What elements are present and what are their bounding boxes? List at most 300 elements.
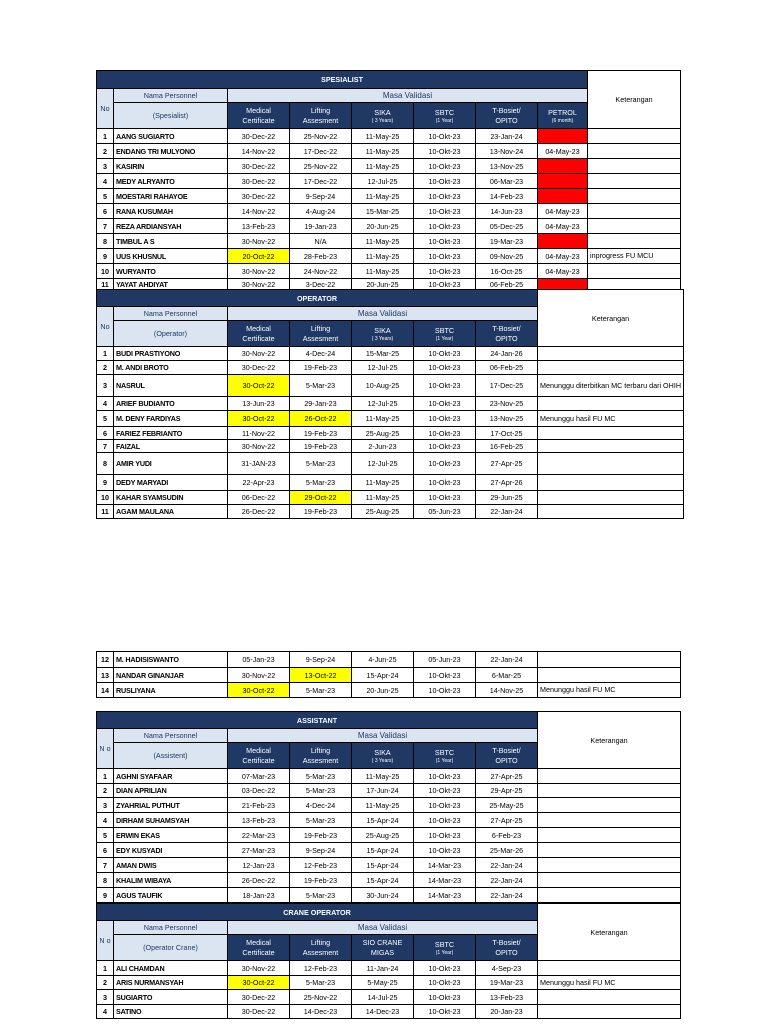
col-opito: T-Bosiet/ OPITO (476, 103, 538, 129)
keterangan-cell: Menunggu hasil FU MC (538, 683, 681, 698)
keterangan-cell (538, 652, 681, 668)
medical-certificate-date: 30-Dec-22 (228, 159, 290, 174)
opito-date: 06-Feb-25 (476, 279, 538, 290)
section-title: OPERATOR (97, 290, 538, 307)
table-row (97, 234, 681, 249)
sika-date: 25-Aug-25 (352, 828, 414, 843)
sika-date: 11-May-25 (352, 234, 414, 249)
petrol-date: 04-May-23 (538, 219, 588, 234)
lifting-assesment-date: 9-Sep-24 (290, 189, 352, 204)
keterangan-cell (538, 397, 684, 411)
sbtc-date: 10-Okt-23 (414, 813, 476, 828)
sika-date: 15-Mar-25 (352, 347, 414, 361)
row-number: 2 (97, 784, 114, 798)
sika-date: 11-May-25 (352, 129, 414, 144)
keterangan-cell: inprogress FU MCU (588, 249, 681, 264)
medical-certificate-date: 30-Nov-22 (228, 279, 290, 290)
medical-certificate-date: 30-Nov-22 (228, 961, 290, 976)
sbtc-date: 10-Okt-23 (414, 347, 476, 361)
keterangan-cell (538, 813, 681, 828)
opito-date: 27-Apr-26 (476, 475, 538, 491)
personnel-name: AGUS TAUFIK (114, 888, 228, 903)
sbtc-date: 10-Okt-23 (414, 1005, 476, 1019)
medical-certificate-date: 11-Nov-22 (228, 427, 290, 440)
sika-date: 25-Aug-25 (352, 427, 414, 440)
sbtc-date: 10-Okt-23 (414, 683, 476, 698)
opito-date: 16-Feb-25 (476, 440, 538, 453)
medical-certificate-date: 13-Jun-23 (228, 397, 290, 411)
opito-date: 16-Oct-25 (476, 264, 538, 279)
personnel-name: DIRHAM SUHAMSYAH (114, 813, 228, 828)
opito-date: 17-Dec-25 (476, 375, 538, 397)
medical-certificate-date: 21-Feb-23 (228, 798, 290, 813)
row-number: 2 (97, 144, 114, 159)
medical-certificate-date: 30-Nov-22 (228, 347, 290, 361)
col-opito: T-Bosiet/ OPITO (476, 935, 538, 961)
sbtc-date: 10-Okt-23 (414, 361, 476, 375)
lifting-assesment-date: 25-Nov-22 (290, 159, 352, 174)
lifting-assesment-date: 5-Mar-23 (290, 375, 352, 397)
sika-date: 25-Aug-25 (352, 505, 414, 519)
opito-date: 13-Nov-25 (476, 411, 538, 427)
table-row (97, 784, 681, 798)
lifting-assesment-date: 5-Mar-23 (290, 784, 352, 798)
lifting-assesment-date: 9-Sep-24 (290, 843, 352, 858)
petrol-date (538, 159, 588, 174)
nama-header: Nama Personnel (114, 89, 228, 103)
lifting-assesment-date: 5-Mar-23 (290, 976, 352, 990)
sbtc-date: 10-Okt-23 (414, 440, 476, 453)
sbtc-date: 10-Okt-23 (414, 491, 476, 505)
row-number: 7 (97, 440, 114, 453)
opito-date: 19-Mar-23 (476, 976, 538, 990)
personnel-name: DEDY MARYADI (114, 475, 228, 491)
sika-date: 11-May-25 (352, 491, 414, 505)
medical-certificate-date: 07-Mar-23 (228, 769, 290, 784)
personnel-name: EDY KUSYADI (114, 843, 228, 858)
sbtc-date: 10-Okt-23 (414, 798, 476, 813)
keterangan-cell (538, 440, 684, 453)
personnel-name: RUSLIYANA (114, 683, 228, 698)
sika-date: 11-May-25 (352, 798, 414, 813)
nama-header: Nama Personnel (114, 307, 228, 321)
lifting-assesment-date: 19-Jan-23 (290, 219, 352, 234)
sbtc-date: 14-Mar-23 (414, 888, 476, 903)
opito-date: 13-Nov-25 (476, 159, 538, 174)
sika-date: 2-Jun-23 (352, 440, 414, 453)
keterangan-cell (588, 129, 681, 144)
opito-date: 22-Jan-24 (476, 888, 538, 903)
lifting-assesment-date: 3-Dec-22 (290, 279, 352, 290)
crane-section (96, 903, 681, 1019)
personnel-name: UUS KHUSNUL (114, 249, 228, 264)
sbtc-date: 14-Mar-23 (414, 873, 476, 888)
row-number: 2 (97, 361, 114, 375)
lifting-assesment-date: 5-Mar-23 (290, 769, 352, 784)
sika-date: 15-Apr-24 (352, 873, 414, 888)
table-row (97, 828, 681, 843)
keterangan-cell: Menunggu hasil FU MC (538, 976, 681, 990)
sbtc-date: 10-Okt-23 (414, 375, 476, 397)
medical-certificate-date: 30-Oct-22 (228, 375, 290, 397)
no-header: No (97, 307, 114, 347)
nama-subheader: (Operator) (114, 321, 228, 347)
medical-certificate-date: 18-Jan-23 (228, 888, 290, 903)
keterangan-cell (538, 453, 684, 475)
opito-date: 14-Nov-25 (476, 683, 538, 698)
table-row (97, 453, 684, 475)
table-row (97, 505, 684, 519)
medical-certificate-date: 22-Apr-23 (228, 475, 290, 491)
row-number: 13 (97, 668, 114, 683)
sika-date: 17-Jun-24 (352, 784, 414, 798)
personnel-name: REZA ARDIANSYAH (114, 219, 228, 234)
nama-header: Nama Personnel (114, 729, 228, 743)
personnel-name: ALI CHAMDAN (114, 961, 228, 976)
keterangan-header: Keterangan (588, 71, 681, 129)
personnel-name: DIAN APRILIAN (114, 784, 228, 798)
table-row (97, 976, 681, 990)
nama-subheader: (Operator Crane) (114, 935, 228, 961)
row-number: 1 (97, 347, 114, 361)
lifting-assesment-date: 26-Oct-22 (290, 411, 352, 427)
row-number: 8 (97, 873, 114, 888)
sika-date: 30-Jun-24 (352, 888, 414, 903)
personnel-name: KHALIM WIBAYA (114, 873, 228, 888)
keterangan-cell (538, 769, 681, 784)
keterangan-cell (588, 204, 681, 219)
opito-date: 25-May-25 (476, 798, 538, 813)
operator-continued-table (96, 651, 681, 698)
table-row (97, 189, 681, 204)
medical-certificate-date: 31-JAN-23 (228, 453, 290, 475)
sbtc-date: 10-Okt-23 (414, 174, 476, 189)
sika-date: 11-May-25 (352, 159, 414, 174)
sbtc-date: 10-Okt-23 (414, 453, 476, 475)
table-row (97, 769, 681, 784)
row-number: 4 (97, 174, 114, 189)
opito-date: 29-Jun-25 (476, 491, 538, 505)
sbtc-date: 10-Okt-23 (414, 475, 476, 491)
personnel-name: AMAN DWIS (114, 858, 228, 873)
keterangan-cell (538, 961, 681, 976)
sbtc-date: 10-Okt-23 (414, 427, 476, 440)
lifting-assesment-date: 5-Mar-23 (290, 475, 352, 491)
petrol-date: 04-May-23 (538, 144, 588, 159)
medical-certificate-date: 13-Feb-23 (228, 813, 290, 828)
masa-validasi-header: Masa Validasi (228, 921, 538, 935)
sika-date: 15-Apr-24 (352, 843, 414, 858)
keterangan-cell (538, 888, 681, 903)
table-row (97, 159, 681, 174)
personnel-name: MEDY ALRYANTO (114, 174, 228, 189)
keterangan-cell (538, 858, 681, 873)
opito-date: 4-Sep-23 (476, 961, 538, 976)
personnel-name: WURYANTO (114, 264, 228, 279)
sbtc-date: 10-Okt-23 (414, 279, 476, 290)
row-number: 2 (97, 976, 114, 990)
masa-validasi-header: Masa Validasi (228, 307, 538, 321)
opito-date: 27-Apr-25 (476, 769, 538, 784)
assistant-table (96, 711, 681, 903)
lifting-assesment-date: 17-Dec-22 (290, 174, 352, 189)
table-row (97, 249, 681, 264)
assistant-section (96, 711, 681, 903)
medical-certificate-date: 30-Nov-22 (228, 264, 290, 279)
row-number: 8 (97, 453, 114, 475)
sbtc-date: 05-Jun-23 (414, 652, 476, 668)
opito-date: 20-Jan-23 (476, 1005, 538, 1019)
personnel-name: TIMBUL A S (114, 234, 228, 249)
opito-date: 22-Jan-24 (476, 858, 538, 873)
table-row (97, 798, 681, 813)
crane-table (96, 903, 681, 1019)
section-title: SPESIALIST (97, 71, 588, 89)
opito-date: 6-Feb-23 (476, 828, 538, 843)
sika-date: 11-May-25 (352, 411, 414, 427)
sika-date: 11-May-25 (352, 475, 414, 491)
sbtc-date: 10-Okt-23 (414, 189, 476, 204)
table-row (97, 858, 681, 873)
nama-subheader: (Spesialist) (114, 103, 228, 129)
lifting-assesment-date: 29-Jan-23 (290, 397, 352, 411)
sika-date: 20-Jun-25 (352, 683, 414, 698)
personnel-name: ZYAHRIAL PUTHUT (114, 798, 228, 813)
table-row (97, 397, 684, 411)
medical-certificate-date: 14-Nov-22 (228, 144, 290, 159)
row-number: 5 (97, 828, 114, 843)
lifting-assesment-date: 25-Nov-22 (290, 129, 352, 144)
personnel-name: AGHNI SYAFAAR (114, 769, 228, 784)
sika-date: 11-May-25 (352, 249, 414, 264)
table-row (97, 440, 684, 453)
lifting-assesment-date: 19-Feb-23 (290, 440, 352, 453)
medical-certificate-date: 30-Nov-22 (228, 440, 290, 453)
lifting-assesment-date: 24-Nov-22 (290, 264, 352, 279)
table-row (97, 361, 684, 375)
opito-date: 13-Feb-23 (476, 990, 538, 1005)
lifting-assesment-date: 5-Mar-23 (290, 683, 352, 698)
table-row (97, 129, 681, 144)
col-lifting: Lifting Assesment (290, 103, 352, 129)
col-opito: T-Bosiet/ OPITO (476, 321, 538, 347)
medical-certificate-date: 14-Nov-22 (228, 204, 290, 219)
col-sbtc: SBTC (1 Year) (414, 935, 476, 961)
sbtc-date: 10-Okt-23 (414, 264, 476, 279)
keterangan-cell (538, 798, 681, 813)
sbtc-date: 10-Okt-23 (414, 976, 476, 990)
lifting-assesment-date: 4-Dec-24 (290, 347, 352, 361)
lifting-assesment-date: 19-Feb-23 (290, 873, 352, 888)
operator-section (96, 289, 684, 519)
col-lifting: Lifting Assesment (290, 743, 352, 769)
operator-continued-section (96, 651, 681, 698)
keterangan-cell (538, 475, 684, 491)
col-sika: SIKA ( 3 Years) (352, 743, 414, 769)
sika-date: 10-Aug-25 (352, 375, 414, 397)
table-row (97, 375, 684, 397)
medical-certificate-date: 30-Dec-22 (228, 189, 290, 204)
personnel-name: ARIEF BUDIANTO (114, 397, 228, 411)
sbtc-date: 10-Okt-23 (414, 159, 476, 174)
sbtc-date: 10-Okt-23 (414, 769, 476, 784)
col-sbtc: SBTC (1 Year) (414, 743, 476, 769)
col-sika: SIKA ( 3 Years) (352, 103, 414, 129)
sika-date: 12-Jul-25 (352, 174, 414, 189)
table-row (97, 411, 684, 427)
lifting-assesment-date: 25-Nov-22 (290, 990, 352, 1005)
keterangan-cell (538, 347, 684, 361)
medical-certificate-date: 30-Dec-22 (228, 990, 290, 1005)
medical-certificate-date: 30-Nov-22 (228, 668, 290, 683)
lifting-assesment-date: 9-Sep-24 (290, 652, 352, 668)
keterangan-cell (588, 219, 681, 234)
row-number: 5 (97, 411, 114, 427)
sbtc-date: 10-Okt-23 (414, 219, 476, 234)
petrol-date (538, 189, 588, 204)
sika-date: 15-Mar-25 (352, 204, 414, 219)
medical-certificate-date: 26-Dec-22 (228, 873, 290, 888)
sika-date: 11-May-25 (352, 264, 414, 279)
personnel-name: NANDAR GINANJAR (114, 668, 228, 683)
keterangan-cell (588, 159, 681, 174)
keterangan-cell (538, 505, 684, 519)
petrol-date: 04-May-23 (538, 249, 588, 264)
opito-date: 25-Mar-26 (476, 843, 538, 858)
keterangan-cell (588, 189, 681, 204)
col-lifting: Lifting Assesment (290, 321, 352, 347)
table-row (97, 491, 684, 505)
personnel-name: RANA KUSUMAH (114, 204, 228, 219)
opito-date: 27-Apr-25 (476, 813, 538, 828)
table-row (97, 668, 681, 683)
medical-certificate-date: 30-Nov-22 (228, 234, 290, 249)
sika-date: 15-Apr-24 (352, 858, 414, 873)
personnel-name: BUDI PRASTIYONO (114, 347, 228, 361)
opito-date: 23-Jan-24 (476, 129, 538, 144)
section-title: ASSISTANT (97, 712, 538, 729)
personnel-name: ARIS NURMANSYAH (114, 976, 228, 990)
table-row (97, 174, 681, 189)
personnel-name: FARIEZ FEBRIANTO (114, 427, 228, 440)
section-title: CRANE OPERATOR (97, 904, 538, 921)
no-header: N o (97, 921, 114, 961)
table-row (97, 888, 681, 903)
sika-date: 15-Apr-24 (352, 813, 414, 828)
row-number: 12 (97, 652, 114, 668)
spesialist-table (96, 70, 681, 290)
medical-certificate-date: 30-Dec-22 (228, 174, 290, 189)
lifting-assesment-date: 29-Oct-22 (290, 491, 352, 505)
keterangan-cell (538, 668, 681, 683)
col-sio-crane: SIO CRANE MIGAS (352, 935, 414, 961)
table-row (97, 1005, 681, 1019)
personnel-name: ERWIN EKAS (114, 828, 228, 843)
sika-date: 12-Jul-25 (352, 453, 414, 475)
lifting-assesment-date: 14-Dec-23 (290, 1005, 352, 1019)
sika-date: 5-May-25 (352, 976, 414, 990)
sika-date: 12-Jul-25 (352, 397, 414, 411)
medical-certificate-date: 13-Feb-23 (228, 219, 290, 234)
keterangan-cell: Menunggu hasil FU MC (538, 411, 684, 427)
keterangan-cell (588, 174, 681, 189)
masa-validasi-header: Masa Validasi (228, 729, 538, 743)
no-header: No (97, 89, 114, 129)
lifting-assesment-date: 12-Feb-23 (290, 961, 352, 976)
table-row (97, 279, 681, 290)
opito-date: 6-Mar-25 (476, 668, 538, 683)
sika-date: 12-Jul-25 (352, 361, 414, 375)
row-number: 6 (97, 427, 114, 440)
personnel-name: AANG SUGIARTO (114, 129, 228, 144)
keterangan-cell (538, 843, 681, 858)
keterangan-cell (538, 990, 681, 1005)
opito-date: 24-Jan-26 (476, 347, 538, 361)
row-number: 1 (97, 961, 114, 976)
medical-certificate-date: 30-Oct-22 (228, 411, 290, 427)
keterangan-cell (538, 361, 684, 375)
keterangan-cell: Menunggu diterbitkan MC terbaru dari OHIH (538, 375, 684, 397)
keterangan-cell (538, 873, 681, 888)
sika-date: 20-Jun-25 (352, 279, 414, 290)
medical-certificate-date: 27-Mar-23 (228, 843, 290, 858)
opito-date: 06-Feb-25 (476, 361, 538, 375)
keterangan-cell (538, 828, 681, 843)
lifting-assesment-date: 19-Feb-23 (290, 427, 352, 440)
opito-date: 22-Jan-24 (476, 652, 538, 668)
row-number: 1 (97, 769, 114, 784)
sbtc-date: 10-Okt-23 (414, 144, 476, 159)
petrol-date: 04-May-23 (538, 204, 588, 219)
col-medical: Medical Certificate (228, 935, 290, 961)
opito-date: 14-Jun-23 (476, 204, 538, 219)
opito-date: 13-Nov-24 (476, 144, 538, 159)
medical-certificate-date: 06-Dec-22 (228, 491, 290, 505)
sika-date: 11-May-25 (352, 769, 414, 784)
opito-date: 05-Dec-25 (476, 219, 538, 234)
row-number: 4 (97, 813, 114, 828)
personnel-name: FAIZAL (114, 440, 228, 453)
personnel-name: M. ANDI BROTO (114, 361, 228, 375)
personnel-name: M. HADISISWANTO (114, 652, 228, 668)
col-sbtc: SBTC (1 Year) (414, 321, 476, 347)
opito-date: 22-Jan-24 (476, 873, 538, 888)
row-number: 9 (97, 888, 114, 903)
col-opito: T-Bosiet/ OPITO (476, 743, 538, 769)
row-number: 11 (97, 279, 114, 290)
petrol-date (538, 129, 588, 144)
keterangan-cell (588, 279, 681, 290)
keterangan-header: Keterangan (538, 712, 681, 769)
petrol-date: 04-May-23 (538, 264, 588, 279)
table-row (97, 961, 681, 976)
table-row (97, 204, 681, 219)
petrol-date (538, 174, 588, 189)
petrol-date (538, 234, 588, 249)
sbtc-date: 10-Okt-23 (414, 843, 476, 858)
lifting-assesment-date: 4-Dec-24 (290, 798, 352, 813)
col-medical: Medical Certificate (228, 103, 290, 129)
row-number: 6 (97, 843, 114, 858)
sika-date: 4-Jun-25 (352, 652, 414, 668)
row-number: 3 (97, 990, 114, 1005)
col-sika: SIKA ( 3 Years) (352, 321, 414, 347)
table-row (97, 990, 681, 1005)
table-row (97, 347, 684, 361)
personnel-name: MOESTARI RAHAYOE (114, 189, 228, 204)
lifting-assesment-date: 19-Feb-23 (290, 828, 352, 843)
lifting-assesment-date: 5-Mar-23 (290, 813, 352, 828)
